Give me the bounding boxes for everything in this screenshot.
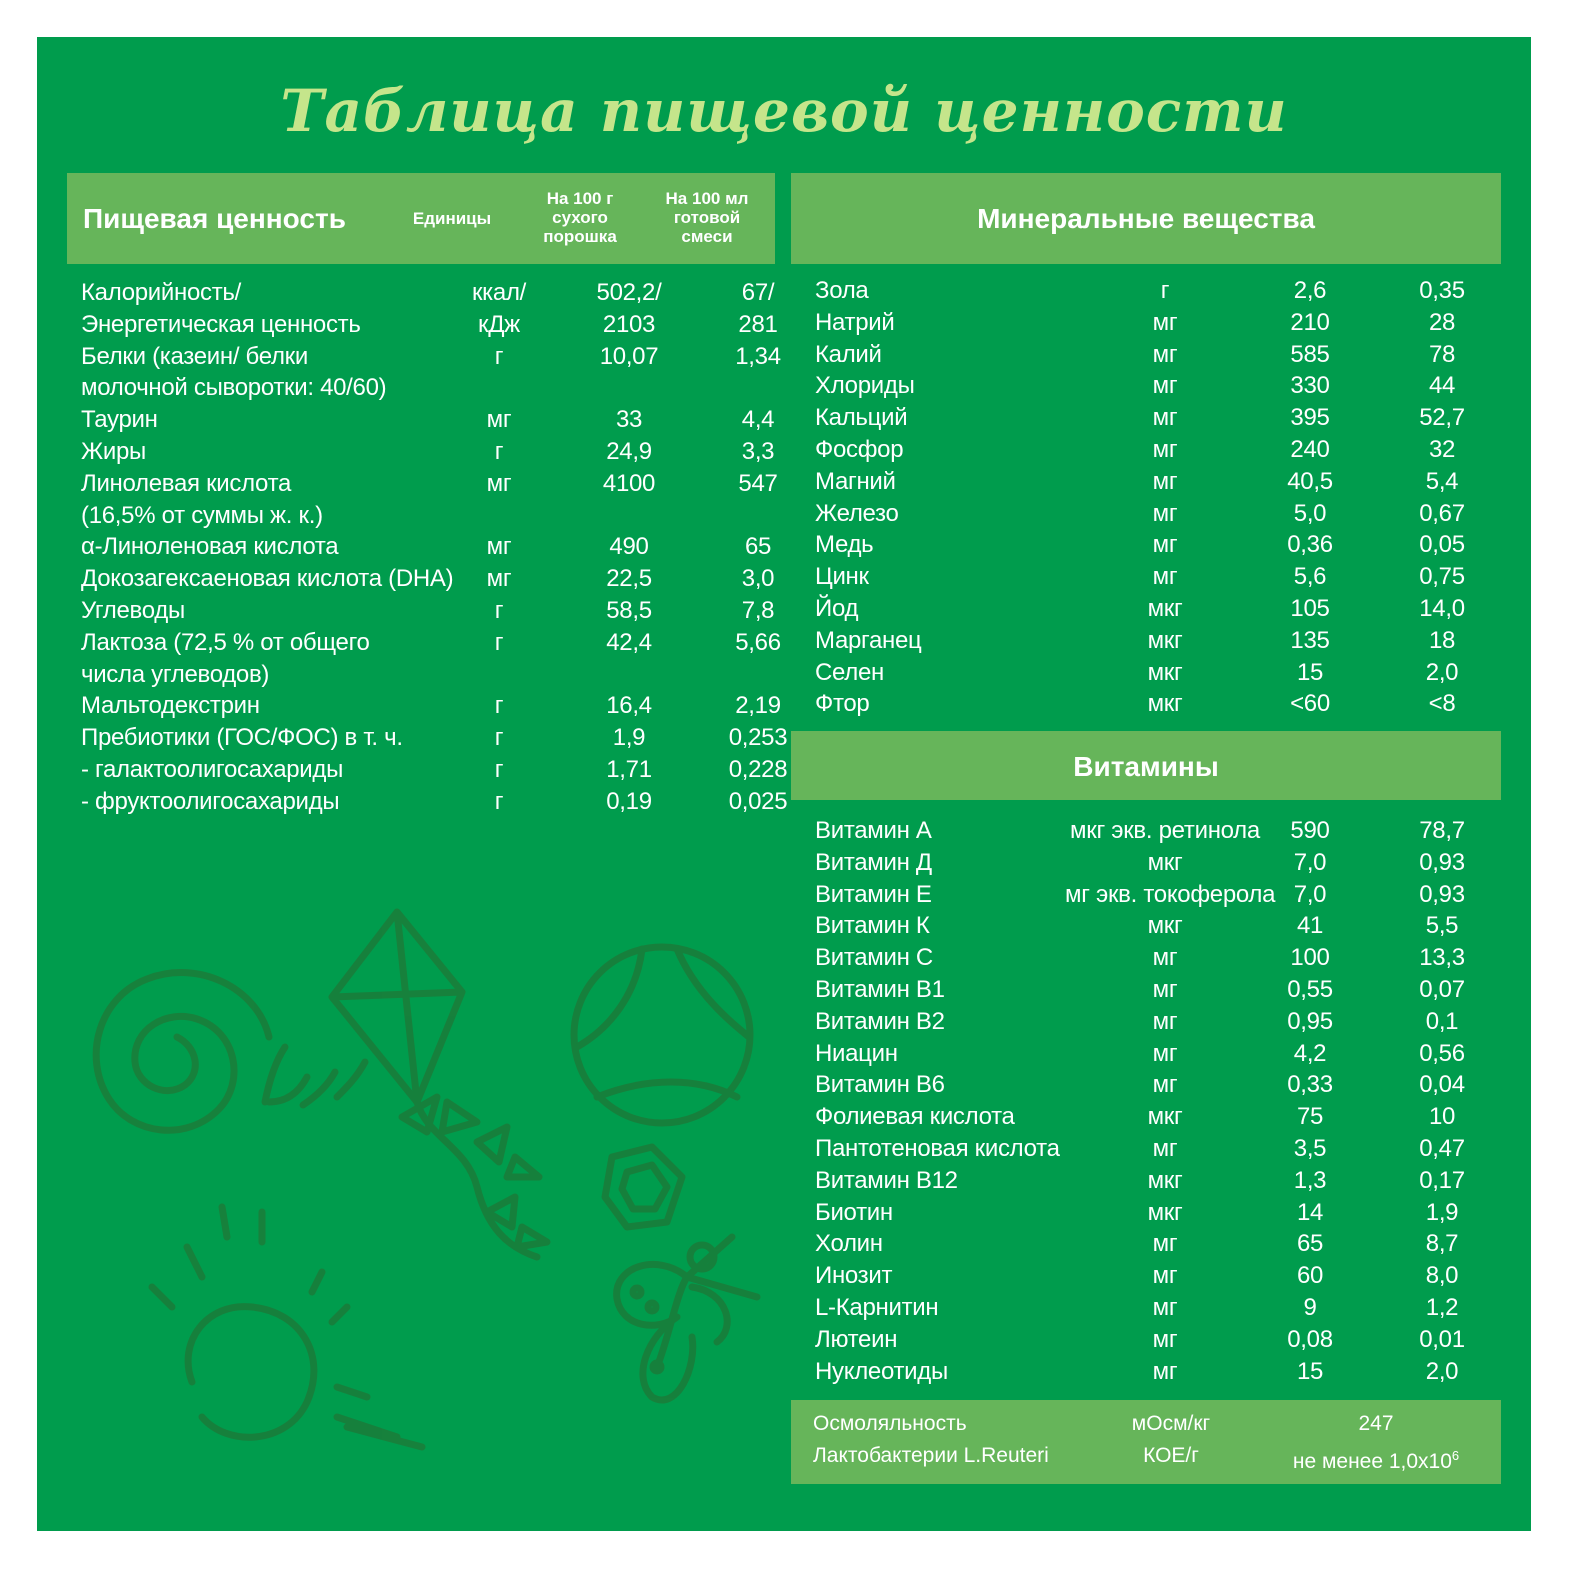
row-name: Линолевая кислота: [81, 469, 292, 497]
row-unit: мкг: [1147, 626, 1183, 654]
footer-unit: КОЕ/г: [1143, 1444, 1199, 1467]
row-per-100ml: 28: [1428, 308, 1456, 336]
row-name: Энергетическая ценность: [81, 310, 361, 338]
table-row: [81, 500, 771, 532]
table-row: [815, 625, 1505, 657]
row-per-100ml: 0,1: [1425, 1007, 1459, 1035]
row-per-100ml: 5,66: [735, 628, 781, 656]
row-name: Фтор: [815, 690, 870, 718]
row-name: L-Карнитин: [815, 1294, 939, 1321]
nutrition-header-per-powder: На 100 г сухого порошка: [543, 189, 617, 246]
row-name: Витамин В2: [815, 1007, 945, 1035]
table-row: [815, 1101, 1505, 1133]
table-row: [81, 722, 788, 754]
row-unit: мг: [1152, 404, 1178, 432]
row-per-100ml: 0,01: [1419, 1325, 1465, 1353]
row-per-100g: 4,2: [1293, 1039, 1327, 1067]
row-per-100g: 395: [1290, 404, 1330, 432]
table-row: [81, 404, 775, 436]
table-row: [815, 974, 1505, 1006]
row-per-100g: 75: [1296, 1103, 1324, 1131]
butterfly-dot: [648, 1303, 656, 1311]
row-per-100ml: 2,19: [735, 692, 781, 720]
row-per-100g: 0,95: [1287, 1007, 1333, 1035]
row-per-100g: 2103: [602, 310, 656, 338]
row-unit: мг: [1152, 308, 1178, 336]
row-name: Биотин: [815, 1198, 893, 1226]
row-name: Ниацин: [815, 1039, 898, 1067]
row-per-100g: 9: [1303, 1294, 1317, 1321]
row-unit: г: [494, 438, 504, 465]
table-row: [815, 942, 1505, 974]
row-name: Холин: [815, 1230, 883, 1258]
row-name: Медь: [815, 531, 874, 559]
row-unit: мкг: [1147, 1103, 1183, 1131]
row-unit: мг: [1152, 1230, 1178, 1258]
row-per-100g: 105: [1290, 595, 1330, 622]
row-per-100ml: 3,3: [741, 438, 775, 465]
row-name: Углеводы: [81, 597, 185, 624]
row-per-100ml: 1,2: [1425, 1294, 1459, 1321]
row-per-100ml: 0,93: [1419, 880, 1465, 908]
row-per-100g: 100: [1290, 944, 1330, 972]
row-per-100g: 15: [1296, 658, 1324, 686]
kite-bow-3-icon: [487, 1197, 547, 1247]
minerals-header: Минеральные вещества: [977, 203, 1315, 234]
row-name: Мальтодекстрин: [81, 692, 260, 720]
row-unit: г: [494, 724, 504, 752]
row-unit: мг: [1152, 1039, 1178, 1067]
row-unit: мкг: [1147, 1166, 1183, 1194]
row-per-100ml: 1,34: [735, 342, 781, 370]
nutrition-header-bar: [67, 173, 775, 264]
row-unit: г: [494, 342, 504, 370]
row-per-100g: 1,3: [1293, 1166, 1327, 1194]
row-per-100g: 4100: [602, 469, 656, 497]
footer-row-osmolality: [791, 1408, 1501, 1440]
row-per-100g: 502,2/: [596, 279, 662, 306]
row-per-100ml: 10: [1428, 1103, 1456, 1131]
row-name: α-Линоленовая кислота: [81, 533, 339, 561]
row-unit: мг экв. токоферола: [1065, 880, 1276, 908]
row-name: Марганец: [815, 626, 922, 654]
row-per-100ml: 0,75: [1419, 563, 1465, 591]
table-row: [815, 910, 1505, 942]
row-per-100ml: 5,5: [1425, 912, 1459, 940]
table-row: [81, 754, 788, 786]
row-per-100g: 40,5: [1287, 467, 1333, 495]
row-per-100g: 7,0: [1293, 848, 1327, 876]
row-per-100g: 60: [1296, 1262, 1324, 1290]
footer-bar: [791, 1400, 1501, 1484]
row-per-100ml: <8: [1428, 690, 1456, 718]
row-name: Калорийность/: [81, 279, 241, 306]
nutrition-header-per-ml: На 100 мл готовой смеси: [665, 189, 749, 246]
row-per-100g: 590: [1290, 817, 1330, 844]
row-name: Магний: [815, 467, 896, 495]
row-per-100g: 1,71: [606, 756, 652, 783]
table-row: [815, 1228, 1505, 1260]
row-unit: мкг: [1147, 1198, 1183, 1226]
table-row: [815, 1356, 1505, 1388]
table-row: [815, 1006, 1505, 1038]
row-name: - фруктоолигосахариды: [81, 787, 340, 815]
row-unit: мг: [1152, 467, 1178, 495]
row-name: Витамин А: [815, 817, 932, 844]
table-row: [815, 1165, 1505, 1197]
page-title: Таблица пищевой ценности: [280, 77, 1288, 145]
row-per-100ml: 3,0: [741, 565, 775, 593]
row-name: Витамин К: [815, 912, 930, 940]
table-row: [81, 341, 781, 373]
row-unit: мг: [1152, 1325, 1178, 1353]
row-per-100g: 330: [1290, 372, 1330, 400]
row-name: Витамин Е: [815, 880, 932, 908]
row-per-100g: 0,33: [1287, 1071, 1333, 1099]
row-name: Витамин В6: [815, 1071, 945, 1099]
table-row: [815, 593, 1505, 625]
row-unit: мкг: [1147, 690, 1183, 718]
row-unit: г: [494, 787, 504, 815]
row-per-100g: 58,5: [606, 597, 652, 624]
row-unit: ккал/: [471, 279, 527, 306]
row-per-100ml: 0,35: [1419, 277, 1465, 304]
row-unit: мг: [1152, 976, 1178, 1003]
table-row: [815, 434, 1505, 466]
table-row: [815, 1133, 1505, 1165]
row-per-100ml: 0,17: [1419, 1166, 1465, 1194]
table-row: [815, 1324, 1505, 1356]
row-per-100ml: 52,7: [1419, 404, 1465, 432]
row-unit: мкг: [1147, 912, 1183, 940]
row-name: Таурин: [81, 406, 158, 434]
row-name: Витамин С: [815, 944, 933, 972]
row-per-100g: 5,0: [1293, 499, 1327, 527]
row-unit: мкг экв. ретинола: [1070, 817, 1260, 844]
row-unit: мг: [1152, 531, 1178, 559]
table-row: [815, 402, 1505, 434]
row-per-100ml: 1,9: [1425, 1198, 1459, 1226]
row-per-100ml: 78,7: [1419, 817, 1465, 844]
row-per-100g: 0,36: [1287, 531, 1333, 559]
row-unit: мг: [1152, 372, 1178, 400]
footer-name: Лактобактерии L.Reuteri: [813, 1444, 1049, 1467]
row-per-100ml: 7,8: [741, 597, 775, 624]
vitamins-header-bar: [791, 731, 1501, 800]
row-unit: мкг: [1147, 595, 1183, 622]
footer-row-lactobacteria: [791, 1440, 1501, 1472]
row-unit: г: [494, 692, 504, 720]
row-per-100ml: 18: [1428, 626, 1456, 654]
kite-icon: [332, 912, 462, 1102]
table-row: [815, 657, 1505, 689]
table-row: [81, 277, 775, 309]
row-per-100g: 7,0: [1293, 880, 1327, 908]
row-per-100ml: 0,253: [728, 724, 788, 752]
row-name: Фосфор: [815, 436, 904, 463]
row-name: Железо: [815, 499, 899, 527]
table-row: [815, 847, 1505, 879]
row-per-100g: 65: [1296, 1230, 1324, 1258]
row-name: числа углеводов): [81, 660, 270, 688]
row-name: Пребиотики (ГОС/ФОС) в т. ч.: [81, 724, 403, 752]
row-per-100ml: 8,7: [1425, 1230, 1459, 1258]
row-unit: мг: [486, 406, 512, 434]
row-per-100ml: 5,4: [1425, 467, 1459, 495]
table-row: [81, 690, 781, 722]
row-per-100ml: 8,0: [1425, 1262, 1459, 1290]
row-per-100g: 22,5: [606, 565, 652, 593]
row-name: Витамин В1: [815, 976, 945, 1003]
kite-bow-2-icon: [477, 1127, 539, 1177]
row-name: Витамин Д: [815, 848, 932, 876]
nutrition-header-unit: Единицы: [412, 209, 492, 228]
row-name: Докозагексаеновая кислота (DHA): [81, 565, 454, 593]
row-name: Витамин В12: [815, 1166, 958, 1194]
row-unit: мг: [1152, 1262, 1178, 1290]
row-per-100g: 0,55: [1287, 976, 1333, 1003]
row-per-100g: 15: [1296, 1357, 1324, 1385]
row-per-100g: 2,6: [1293, 277, 1327, 304]
row-per-100g: 42,4: [606, 628, 652, 656]
table-row: [815, 561, 1505, 593]
table-row: [815, 1038, 1505, 1070]
row-unit: мг: [486, 469, 512, 497]
row-per-100g: 210: [1290, 308, 1330, 336]
table-row: [815, 815, 1505, 847]
table-row: [81, 309, 778, 341]
table-row: [815, 1260, 1505, 1292]
row-name: Жиры: [81, 438, 146, 465]
row-name: Натрий: [815, 308, 895, 336]
row-name: Лактоза (72,5 % от общего: [81, 628, 370, 656]
row-unit: мг: [1152, 1294, 1178, 1321]
row-per-100g: 490: [609, 533, 649, 561]
table-row: [815, 688, 1505, 720]
table-row: [815, 1197, 1505, 1229]
row-name: Пантотеновая кислота: [815, 1135, 1060, 1162]
row-per-100g: 10,07: [599, 342, 659, 370]
sun-rays: [152, 1207, 422, 1447]
row-unit: мг: [1152, 1007, 1178, 1035]
row-per-100ml: 0,228: [728, 756, 788, 783]
row-unit: г: [494, 756, 504, 783]
row-name: молочной сыворотки: 40/60): [81, 374, 387, 402]
table-row: [81, 436, 775, 468]
table-row: [815, 370, 1505, 402]
row-per-100ml: 78: [1428, 340, 1456, 368]
row-per-100g: 14: [1296, 1198, 1324, 1226]
row-per-100ml: 0,93: [1419, 848, 1465, 876]
row-name: Белки (казеин/ белки: [81, 342, 308, 370]
row-unit: мг: [1152, 340, 1178, 368]
spiral-icon: [96, 972, 269, 1130]
footer-name: Осмоляльность: [813, 1412, 967, 1435]
row-unit: мг: [1152, 1135, 1178, 1162]
table-row: [815, 275, 1505, 307]
row-per-100g: 240: [1290, 436, 1330, 463]
row-per-100ml: 13,3: [1419, 944, 1465, 972]
table-row: [81, 563, 775, 595]
row-name: - галактоолигосахариды: [81, 756, 344, 783]
row-per-100ml: 0,56: [1419, 1039, 1465, 1067]
footer-value: не менее $1,0х10^6$: [1292, 1448, 1460, 1473]
row-per-100g: 0,08: [1287, 1325, 1333, 1353]
row-per-100ml: 0,07: [1419, 976, 1465, 1003]
row-per-100g: 135: [1290, 626, 1330, 654]
table-row: [81, 468, 778, 500]
row-per-100g: 585: [1290, 340, 1330, 368]
row-unit: г: [494, 628, 504, 656]
row-name: Зола: [815, 277, 869, 304]
butterfly-icon: [617, 1237, 757, 1400]
row-unit: мкг: [1147, 848, 1183, 876]
row-per-100ml: 0,04: [1419, 1071, 1465, 1099]
row-per-100ml: 44: [1428, 372, 1456, 400]
table-row: [815, 529, 1505, 561]
row-unit: мг: [486, 565, 512, 593]
table-row: [815, 307, 1505, 339]
row-unit: мг: [1152, 499, 1178, 527]
row-unit: г: [494, 597, 504, 624]
table-row: [81, 372, 771, 404]
row-unit: мкг: [1147, 658, 1183, 686]
row-name: (16,5% от суммы ж. к.): [81, 501, 323, 529]
row-name: Селен: [815, 658, 884, 686]
row-per-100ml: 67/: [741, 279, 775, 306]
row-unit: мг: [1152, 436, 1178, 463]
row-per-100g: 33: [615, 406, 643, 434]
footer-unit: мОсм/кг: [1131, 1412, 1211, 1435]
row-per-100ml: 0,47: [1419, 1135, 1465, 1162]
row-per-100g: 0,19: [606, 787, 652, 815]
table-row: [815, 339, 1505, 371]
row-per-100g: 24,9: [606, 438, 652, 465]
row-per-100g: 3,5: [1293, 1135, 1327, 1162]
butterfly-dot: [633, 1288, 641, 1296]
row-per-100g: 41: [1296, 912, 1324, 940]
row-name: Цинк: [815, 563, 869, 591]
row-per-100g: <60: [1290, 690, 1330, 718]
row-unit: мг: [1152, 1071, 1178, 1099]
row-per-100ml: 2,0: [1425, 658, 1459, 686]
row-per-100ml: 281: [738, 310, 778, 338]
row-per-100ml: 14,0: [1419, 595, 1465, 622]
row-unit: мг: [1152, 944, 1178, 972]
hexagon-icon-inner: [622, 1165, 667, 1209]
row-unit: мг: [1152, 563, 1178, 591]
table-row: [815, 879, 1505, 911]
footer-value: 247: [1358, 1412, 1394, 1435]
row-name: Фолиевая кислота: [815, 1103, 1015, 1131]
nutrition-header-name: Пищевая ценность: [83, 203, 346, 234]
sun-icon: [188, 1307, 314, 1438]
row-per-100ml: 0,025: [728, 787, 788, 815]
row-per-100ml: 0,05: [1419, 531, 1465, 559]
table-row: [81, 531, 771, 563]
nutrition-panel: [37, 37, 1531, 1531]
minerals-header-bar: [791, 173, 1501, 264]
row-name: Нуклеотиды: [815, 1357, 948, 1385]
row-unit: г: [1160, 277, 1170, 304]
table-row: [81, 595, 775, 627]
row-per-100ml: 65: [744, 533, 772, 561]
row-unit: мг: [486, 533, 512, 561]
row-per-100g: 16,4: [606, 692, 652, 720]
row-name: Калий: [815, 340, 882, 368]
row-per-100ml: 32: [1428, 436, 1456, 463]
table-row: [81, 627, 781, 659]
row-name: Лютеин: [815, 1325, 898, 1353]
row-per-100ml: 4,4: [741, 406, 775, 434]
table-row: [815, 498, 1505, 530]
grass-icon: [265, 1047, 365, 1105]
row-name: Хлориды: [815, 372, 915, 400]
row-per-100ml: 547: [738, 469, 778, 497]
row-unit: мг: [1152, 1357, 1178, 1385]
row-name: Кальций: [815, 404, 908, 432]
table-row: [81, 659, 771, 691]
row-per-100g: 1,9: [612, 724, 646, 752]
row-name: Йод: [815, 595, 859, 622]
row-unit: кДж: [478, 310, 520, 338]
table-row: [815, 466, 1505, 498]
table-row: [81, 786, 788, 818]
row-per-100ml: 2,0: [1425, 1357, 1459, 1385]
table-row: [815, 1292, 1505, 1324]
row-per-100ml: 0,67: [1419, 499, 1465, 527]
row-per-100g: 5,6: [1293, 563, 1327, 591]
table-row: [815, 1069, 1505, 1101]
row-name: Инозит: [815, 1262, 893, 1290]
vitamins-header: Витамины: [1073, 751, 1219, 782]
